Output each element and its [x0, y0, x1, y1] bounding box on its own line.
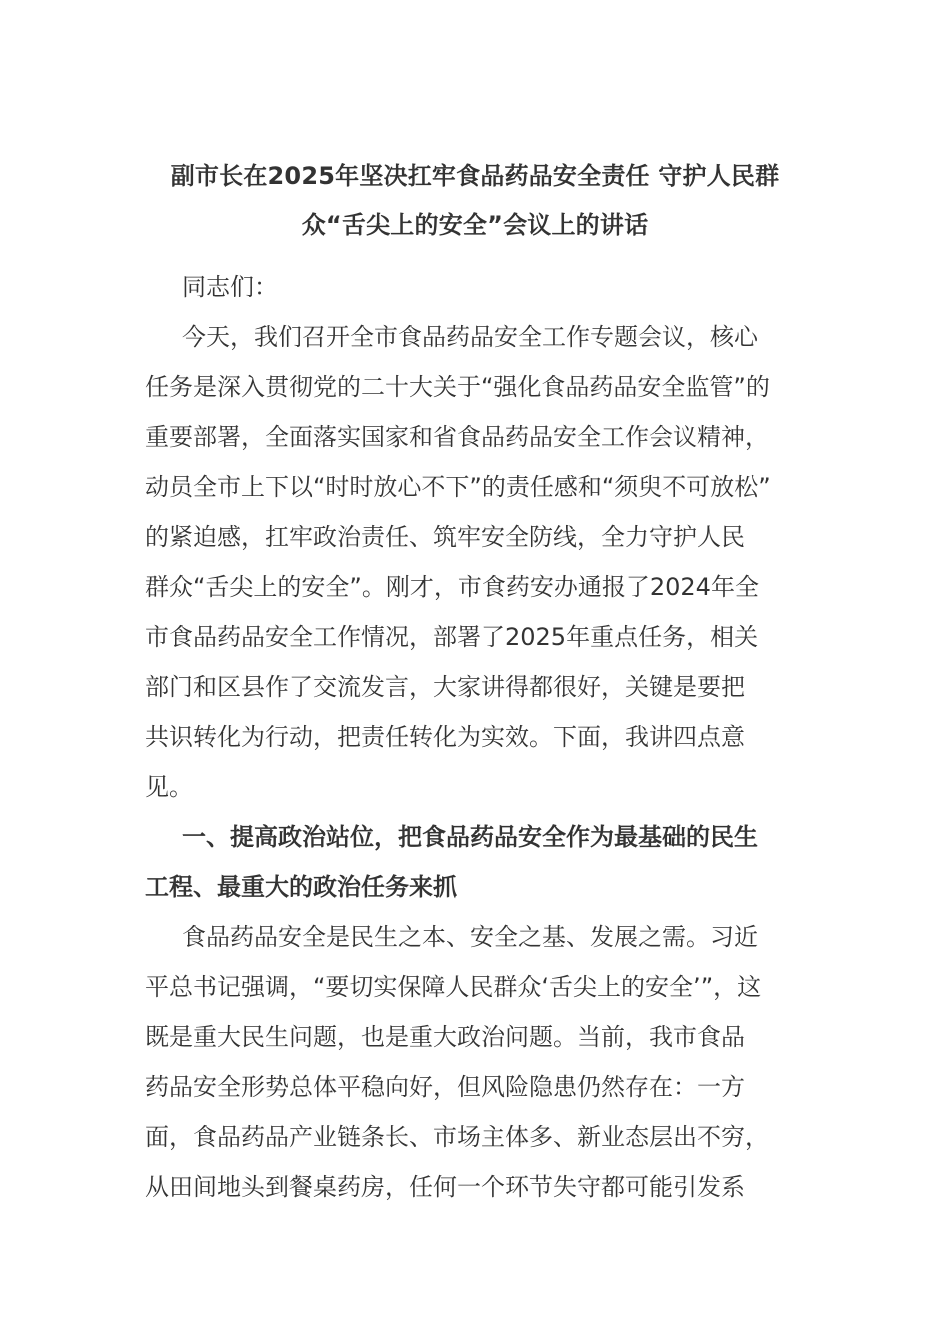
paragraph-line: 群众“舌尖上的安全”。刚才，市食药安办通报了2024年全 — [145, 573, 759, 601]
paragraph-line: 共识转化为行动，把责任转化为实效。下面，我讲四点意 — [145, 723, 745, 751]
section-heading-line: 一、提高政治站位，把食品药品安全作为最基础的民生 — [182, 823, 758, 851]
paragraph-line: 从田间地头到餐桌药房，任何一个环节失守都可能引发系 — [145, 1173, 745, 1201]
paragraph-line: 部门和区县作了交流发言，大家讲得都很好，关键是要把 — [145, 673, 745, 701]
paragraph-line: 市食品药品安全工作情况，部署了2025年重点任务，相关 — [145, 623, 759, 651]
section-heading-line: 工程、最重大的政治任务来抓 — [145, 873, 457, 901]
title-line-2: 众“舌尖上的安全”会议上的讲话 — [301, 211, 649, 239]
paragraph-line: 动员全市上下以“时时放心不下”的责任感和“须臾不可放松” — [145, 473, 771, 501]
paragraph-line: 平总书记强调，“要切实保障人民群众‘舌尖上的安全’”，这 — [145, 973, 762, 1001]
paragraph-line: 任务是深入贯彻党的二十大关于“强化食品药品安全监管”的 — [145, 373, 770, 401]
paragraph-line: 的紧迫感，扛牢政治责任、筑牢安全防线，全力守护人民 — [145, 523, 745, 551]
paragraph-line: 药品安全形势总体平稳向好，但风险隐患仍然存在：一方 — [145, 1073, 745, 1101]
document-title — [130, 152, 820, 250]
paragraph-line: 见。 — [145, 773, 193, 801]
paragraph-line: 重要部署，全面落实国家和省食品药品安全工作会议精神， — [145, 423, 769, 451]
document-body — [145, 262, 810, 1212]
salutation: 同志们： — [182, 273, 278, 301]
paragraph-line: 面，食品药品产业链条长、市场主体多、新业态层出不穷， — [145, 1123, 769, 1151]
paragraph-line: 既是重大民生问题，也是重大政治问题。当前，我市食品 — [145, 1023, 745, 1051]
paragraph-line: 今天，我们召开全市食品药品安全工作专题会议，核心 — [182, 323, 758, 351]
title-line-1: 副市长在2025年坚决扛牢食品药品安全责任 守护人民群 — [170, 162, 780, 190]
paragraph-line: 食品药品安全是民生之本、安全之基、发展之需。习近 — [182, 923, 758, 951]
